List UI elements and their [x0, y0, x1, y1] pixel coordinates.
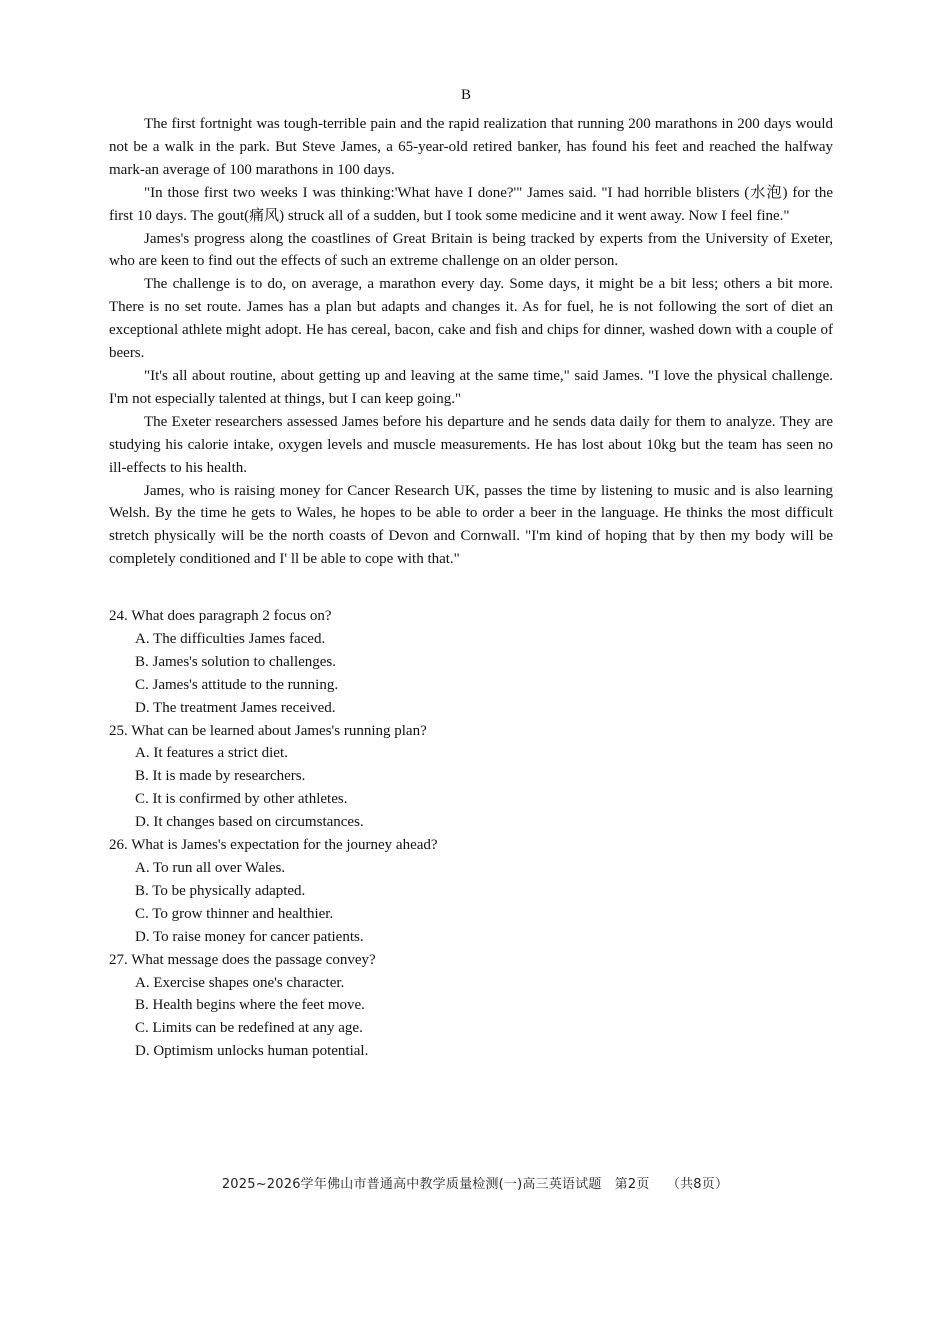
option-b: B. It is made by researchers. — [135, 768, 306, 785]
passage-paragraph-7: James, who is raising money for Cancer Research UK, passes the time by listening to music and is also learning Welsh. By the time he gets to Wales, he hopes to be able to order a beer in the language. He thinks the most difficult stretch physically will be the north coasts of Devon and Cornwall. "I'm kind of hoping that by then my body will be completely conditioned and I' ll be able to cope with that." — [109, 482, 833, 568]
total-pages: （共8页） — [666, 1177, 729, 1192]
option-b: B. Health begins where the feet move. — [135, 997, 365, 1014]
question-25 — [109, 720, 833, 835]
option-b: B. James's solution to challenges. — [135, 653, 337, 670]
question-stem: 26. What is James's expectation for the journey ahead? — [109, 837, 438, 854]
option-a: A. The difficulties James faced. — [135, 630, 326, 647]
question-27 — [109, 949, 833, 1064]
page-number: 第2页 — [614, 1177, 650, 1192]
question-stem: 25. What can be learned about James's running plan? — [109, 722, 427, 739]
option-d: D. The treatment James received. — [135, 699, 336, 716]
question-stem: 24. What does paragraph 2 focus on? — [109, 608, 332, 624]
passage-paragraph-1: The first fortnight was tough-terrible pain and the rapid realization that running 200 marathons in 200 days would not be a walk in the park. But Steve James, a 65-year-old retired banker, has found his feet and reached the halfway mark-an average of 100 marathons in 100 days. — [109, 116, 833, 178]
question-stem: 27. What message does the passage convey? — [109, 951, 376, 968]
option-a: A. It features a strict diet. — [135, 745, 288, 762]
passage-paragraph-5: "It's all about routine, about getting up and leaving at the same time," said James. "I love the physical challenge. I'm not especially talented at things, but I can keep going." — [109, 367, 833, 407]
question-26 — [109, 834, 833, 949]
page-footer — [0, 1173, 950, 1192]
option-c: C. To grow thinner and healthier. — [135, 905, 334, 922]
reading-passage — [109, 113, 833, 571]
passage-paragraph-4: The challenge is to do, on average, a marathon every day. Some days, it might be a bit less; others a bit more. There is no set route. James has a plan but adapts and changes it. As for fuel, he is not following the sort of diet an exceptional athlete might adopt. He has cereal, bacon, cake and fish and chips for dinner, washed down with a couple of beers. — [109, 276, 833, 362]
option-c: C. Limits can be redefined at any age. — [135, 1020, 363, 1037]
section-label: B — [460, 87, 471, 103]
option-b: B. To be physically adapted. — [135, 882, 306, 899]
exam-title: 2025~2026学年佛山市普通高中教学质量检测(一)高三英语试题 — [221, 1177, 602, 1192]
option-a: A. To run all over Wales. — [135, 859, 286, 876]
question-list — [109, 605, 833, 1063]
question-24 — [109, 605, 833, 720]
option-d: D. It changes based on circumstances. — [135, 814, 364, 831]
passage-paragraph-6: The Exeter researchers assessed James before his departure and he sends data daily for them to analyze. They are studying his calorie intake, oxygen levels and muscle measurements. He has lost about 10kg but the team has seen no ill-effects to his health. — [109, 413, 833, 476]
option-d: D. To raise money for cancer patients. — [135, 928, 364, 945]
option-d: D. Optimism unlocks human potential. — [135, 1043, 369, 1060]
passage-paragraph-3: James's progress along the coastlines of Great Britain is being tracked by experts from the University of Exeter, who are keen to find out the effects of such an extreme challenge on an older person. — [109, 230, 833, 270]
option-c: C. It is confirmed by other athletes. — [135, 791, 348, 808]
option-c: C. James's attitude to the running. — [135, 676, 339, 693]
passage-paragraph-2: "In those first two weeks I was thinking:'What have I done?'" James said. "I had horrible blisters (水泡) for the first 10 days. The gout(痛风) struck all of a sudden, but I took some medicine and it went away. Now I feel fine." — [109, 184, 833, 224]
option-a: A. Exercise shapes one's character. — [135, 974, 345, 991]
